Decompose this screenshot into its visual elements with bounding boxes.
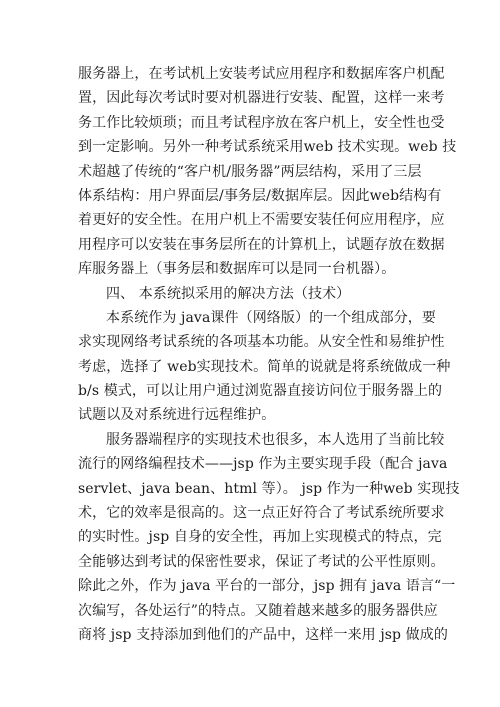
text-line: 考虑，选择了 web实现技术。简单的说就是将系统做成一种 — [78, 358, 451, 375]
text-line: 流行的网络编程技术——jsp 作为主要实现手段（配合 java — [78, 456, 448, 473]
text-line: 着更好的安全性。在用户机上不需要安装任何应用程序，应 — [78, 212, 445, 229]
text-line: 全能够达到考试的保密性要求，保证了考试的公平性原则。 — [78, 553, 445, 570]
text-line: 次编写，各处运行”的特点。又随着越来越多的服务器供应 — [78, 602, 438, 619]
text-line: 服务器上，在考试机上安装考试应用程序和数据库客户机配 — [78, 66, 445, 82]
text-line: 试题以及对系统进行远程维护。 — [78, 407, 276, 424]
text-line: 本系统作为 java课件（网络版）的一个组成部分，要 — [106, 309, 436, 326]
text-line: 求实现网络考试系统的各项基本功能。从安全性和易维护性 — [78, 334, 445, 351]
text-line: 用程序可以安装在事务层所在的计算机上，试题存放在数据 — [78, 236, 445, 253]
section-heading: 四、 本系统拟采用的解决方法（技术） — [106, 285, 351, 302]
text-line: 的实时性。jsp 自身的安全性，再加上实现模式的特点，完 — [78, 529, 442, 546]
text-line: 置，因此每次考试时要对机器进行安装、配置，这样一来考 — [78, 90, 445, 107]
text-line: 到一定影响。另外一种考试系统采用web 技术实现。web 技 — [78, 139, 457, 156]
text-line: 术，它的效率是很高的。这一点正好符合了考试系统所要求 — [78, 505, 445, 522]
text-line: b/s 模式，可以让用户通过浏览器直接访问位于服务器上的 — [78, 383, 443, 400]
text-line: servlet、java bean、html 等）。 jsp 作为一种web 实现技 — [78, 480, 460, 497]
text-line: 术超越了传统的“客户机/服务器”两层结构，采用了三层 — [78, 163, 422, 180]
text-line: 商将 jsp 支持添加到他们的产品中，这样一来用 jsp 做成的 — [78, 626, 448, 643]
text-line: 除此之外，作为 java 平台的一部分，jsp 拥有 java 语言“一 — [78, 578, 456, 595]
text-line: 服务器端程序的实现技术也很多，本人选用了当前比较 — [106, 431, 445, 448]
body-text — [78, 62, 460, 647]
text-line: 务工作比较烦琐；而且考试程序放在客户机上，安全性也受 — [78, 114, 445, 131]
text-line: 体系结构：用户界面层/事务层/数据库层。因此web结构有 — [78, 187, 442, 204]
text-line: 库服务器上（事务层和数据库可以是同一台机器）。 — [78, 261, 396, 278]
